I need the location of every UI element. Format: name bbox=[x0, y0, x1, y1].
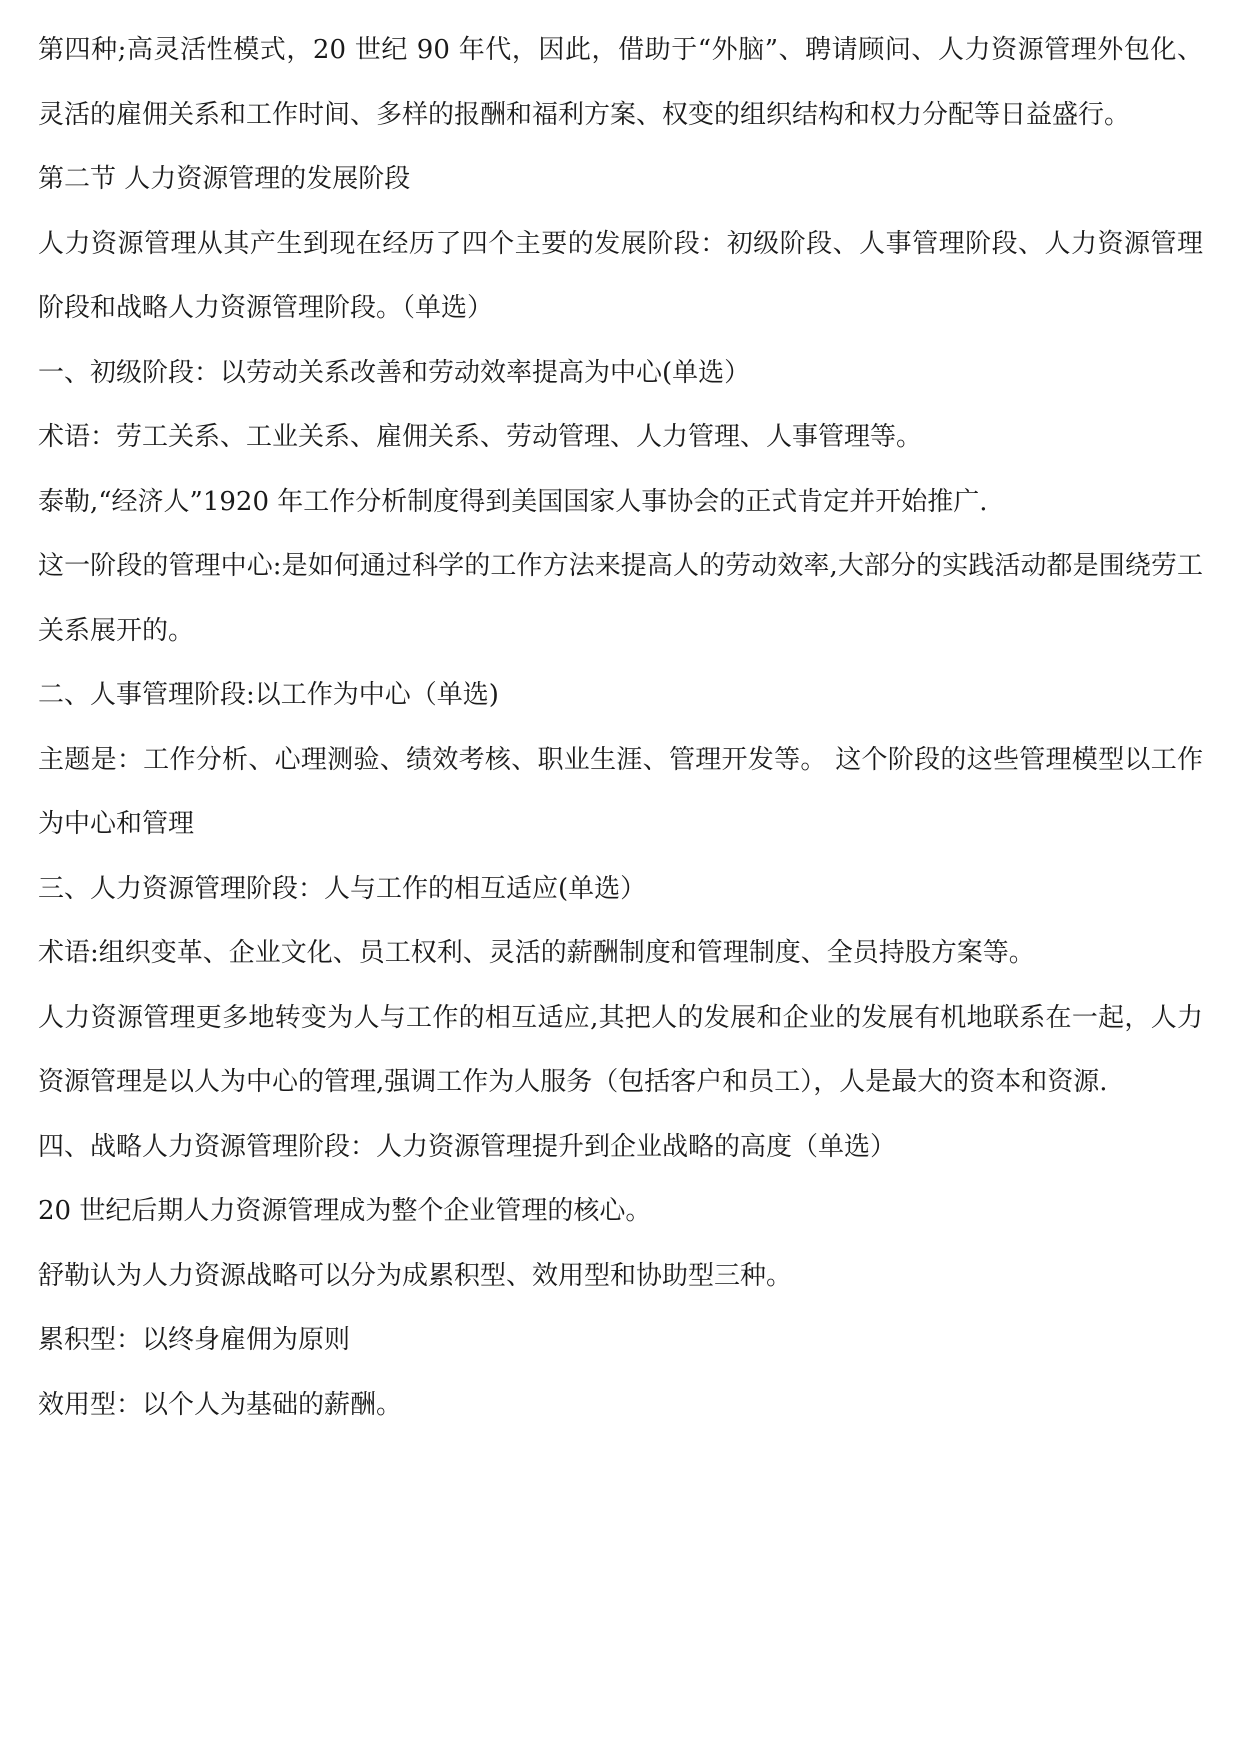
stage-heading-hrm: 三、人力资源管理阶段：人与工作的相互适应(单选） bbox=[38, 873, 647, 904]
document-page bbox=[38, 18, 1203, 1437]
paragraph-accumulative-type: 累积型：以终身雇佣为原则 bbox=[38, 1325, 351, 1355]
paragraph-hrm-description: 人力资源管理更多地转变为人与工作的相互适应,其把人的发展和企业的发展有机地联系在一起，人力资源管理是以人为中心的管理,强调工作为人服务（包括客户和员工），人是最大的资本和资源. bbox=[38, 1002, 1203, 1097]
paragraph-schuler-types: 舒勒认为人力资源战略可以分为成累积型、效用型和协助型三种。 bbox=[38, 1260, 793, 1291]
paragraph-strategic-core: 20 世纪后期人力资源管理成为整个企业管理的核心。 bbox=[38, 1196, 652, 1226]
paragraph-hrm-terms: 术语:组织变革、企业文化、员工权利、灵活的薪酬制度和管理制度、全员持股方案等。 bbox=[38, 938, 1035, 968]
stage-heading-strategic: 四、战略人力资源管理阶段：人力资源管理提升到企业战略的高度（单选） bbox=[38, 1131, 897, 1162]
paragraph-four-stages-intro: 人力资源管理从其产生到现在经历了四个主要的发展阶段：初级阶段、人事管理阶段、人力资源管理阶段和战略人力资源管理阶段。（单选） bbox=[38, 228, 1203, 323]
paragraph-taylor: 泰勒,“经济人”1920 年工作分析制度得到美国国家人事协会的正式肯定并开始推广. bbox=[38, 486, 988, 517]
paragraph-initial-terms: 术语：劳工关系、工业关系、雇佣关系、劳动管理、人力管理、人事管理等。 bbox=[38, 422, 923, 452]
stage-heading-initial: 一、初级阶段：以劳动关系改善和劳动效率提高为中心(单选） bbox=[38, 357, 751, 388]
stage-heading-personnel: 二、人事管理阶段:以工作为中心（单选) bbox=[38, 680, 499, 710]
paragraph-flexible-mode: 第四种;高灵活性模式，20 世纪 90 年代，因此，借助于“外脑”、聘请顾问、人力资源管理外包化、灵活的雇佣关系和工作时间、多样的报酬和福利方案、权变的组织结构和权力分配等日益盛行。 bbox=[38, 35, 1203, 130]
section-heading-development-stages: 第二节 人力资源管理的发展阶段 bbox=[38, 164, 411, 194]
paragraph-personnel-themes: 主题是：工作分析、心理测验、绩效考核、职业生涯、管理开发等。 这个阶段的这些管理模型以工作为中心和管理 bbox=[38, 744, 1203, 839]
paragraph-utility-type: 效用型：以个人为基础的薪酬。 bbox=[38, 1389, 403, 1420]
paragraph-initial-focus: 这一阶段的管理中心:是如何通过科学的工作方法来提高人的劳动效率,大部分的实践活动都是围绕劳工关系展开的。 bbox=[38, 551, 1203, 646]
